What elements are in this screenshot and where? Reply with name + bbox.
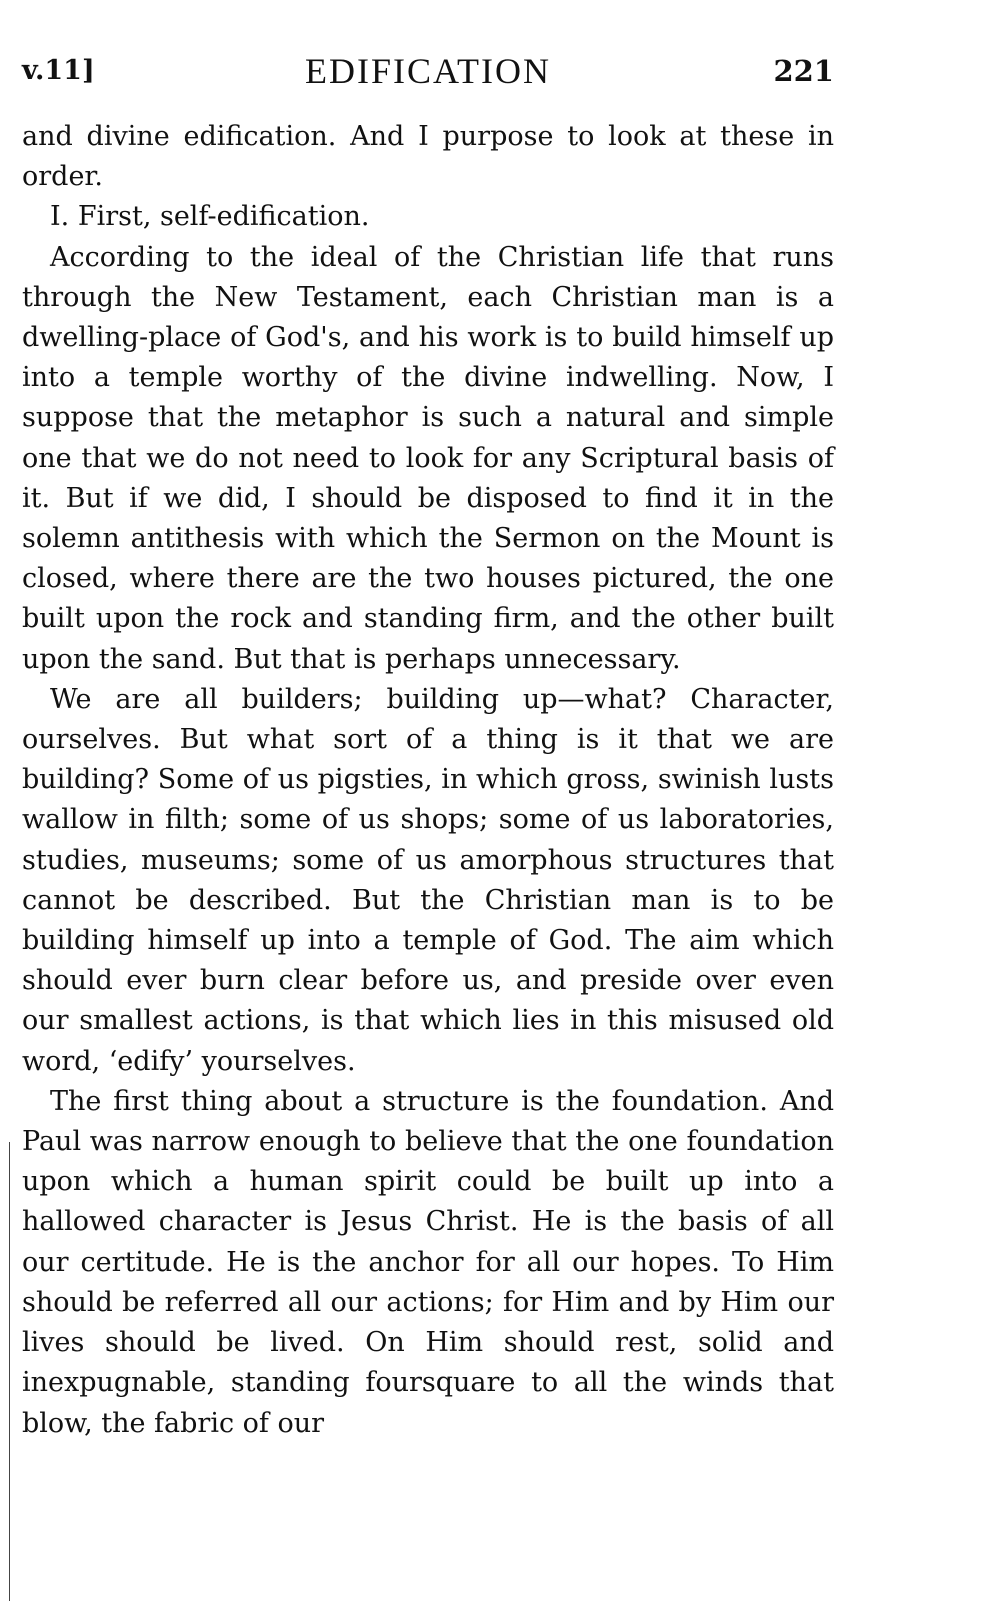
paragraph: We are all builders; building up—what? Character, ourselves. But what sort of a thing is it that we are building? Some of us pigsties, in which gross, swinish lusts wallow in filth; some of us shops; some of us laboratories, studies, museums; some of us amorphous structures that cannot be described. But the Christian man is to be building himself up into a temple of God. The aim which should ever burn clear before us, and preside over even our smallest actions, is that which lies in this misused old word, ‘edify’ yourselves.: [22, 683, 834, 1077]
body-text: [22, 117, 834, 1444]
paragraph: The first thing about a structure is the foundation. And Paul was narrow enough to believe that the one foundation upon which a human spirit could be built up into a hallowed character is Jesus Christ. He is the basis of all our certitude. He is the anchor for all our hopes. To Him should be referred all our actions; for Him and by Him our lives should be lived. On Him should rest, solid and inexpugnable, standing foursquare to all the winds that blow, the fabric of our: [22, 1085, 834, 1439]
paragraph-continuation: and divine edification. And I purpose to look at these in order.: [22, 121, 834, 193]
chapter-reference: v.11]: [22, 55, 95, 86]
paragraph: According to the ideal of the Christian life that runs through the New Testament, each Christian man is a dwelling-place of God's, and his work is to build himself up into a temple worthy of the divine indwelling. Now, I suppose that the metaphor is such a natural and simple one that we do not need to look for any Scriptural basis of it. But if we did, I should be disposed to find it in the solemn antithesis with which the Sermon on the Mount is closed, where there are the two houses pictured, the one built upon the rock and standing firm, and the other built upon the sand. But that is perhaps unnecessary.: [22, 241, 834, 675]
running-head: [22, 46, 834, 96]
page-title: EDIFICATION: [305, 51, 551, 91]
page-number: 221: [773, 54, 834, 88]
section-heading: I. First, self-edification.: [50, 201, 370, 233]
margin-rule: [9, 1142, 10, 1601]
